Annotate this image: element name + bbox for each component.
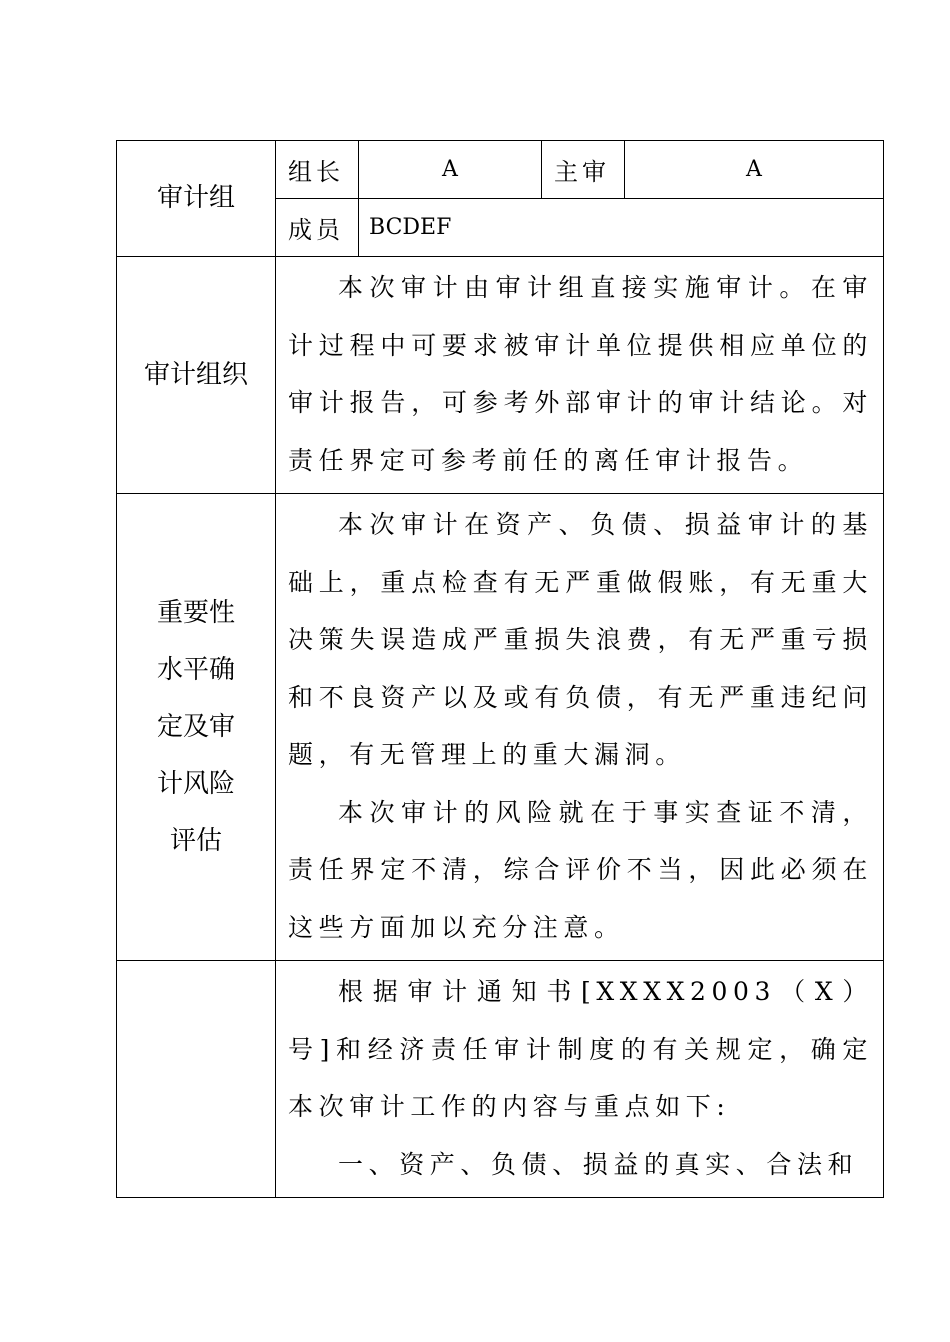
audit-org-row: [117, 257, 884, 494]
materiality-row: [117, 494, 884, 961]
content-row: [117, 961, 884, 1198]
leader-label: 组长: [276, 141, 359, 199]
audit-org-text: 本次审计由审计组直接实施审计。在审计过程中可要求被审计单位提供相应单位的审计报告，可参考外部审计的审计结论。对责任界定可参考前任的离任审计报告。: [288, 273, 873, 475]
content-cell: [276, 961, 884, 1198]
content-para-1: 根据审计通知书[XXXX2003（X）号]和经济责任审计制度的有关规定，确定本次审计工作的内容与重点如下:: [288, 977, 873, 1121]
audit-group-row-1: [117, 141, 884, 199]
materiality-label-line-5: 评估: [169, 825, 222, 856]
content-para-2: 一、资产、负债、损益的真实、合法和: [338, 1149, 859, 1179]
members-value: BCDEF: [359, 199, 884, 257]
audit-group-label: 审计组: [117, 141, 276, 257]
audit-org-label: 审计组织: [117, 257, 276, 494]
materiality-label-line-3: 定及审: [156, 711, 235, 742]
materiality-label: [117, 494, 276, 961]
members-label: 成员: [276, 199, 359, 257]
chief-auditor-value: A: [625, 141, 884, 199]
materiality-para-2: 本次审计的风险就在于事实查证不清，责任界定不清，综合评价不当，因此必须在这些方面加以充分注意。: [288, 797, 873, 942]
audit-org-cell: [276, 257, 884, 494]
materiality-label-line-2: 水平确: [156, 654, 235, 685]
materiality-label-line-1: 重要性: [156, 597, 235, 628]
leader-value: A: [359, 141, 542, 199]
materiality-label-line-4: 计风险: [156, 768, 235, 799]
audit-plan-table: [116, 140, 884, 1198]
chief-auditor-label: 主审: [542, 141, 625, 199]
materiality-para-1: 本次审计在资产、负债、损益审计的基础上，重点检查有无严重做假账，有无重大决策失误造成严重损失浪费，有无严重亏损和不良资产以及或有负债，有无严重违纪问题，有无管理上的重大漏洞。: [288, 510, 873, 769]
materiality-cell: [276, 494, 884, 961]
content-label: [117, 961, 276, 1198]
